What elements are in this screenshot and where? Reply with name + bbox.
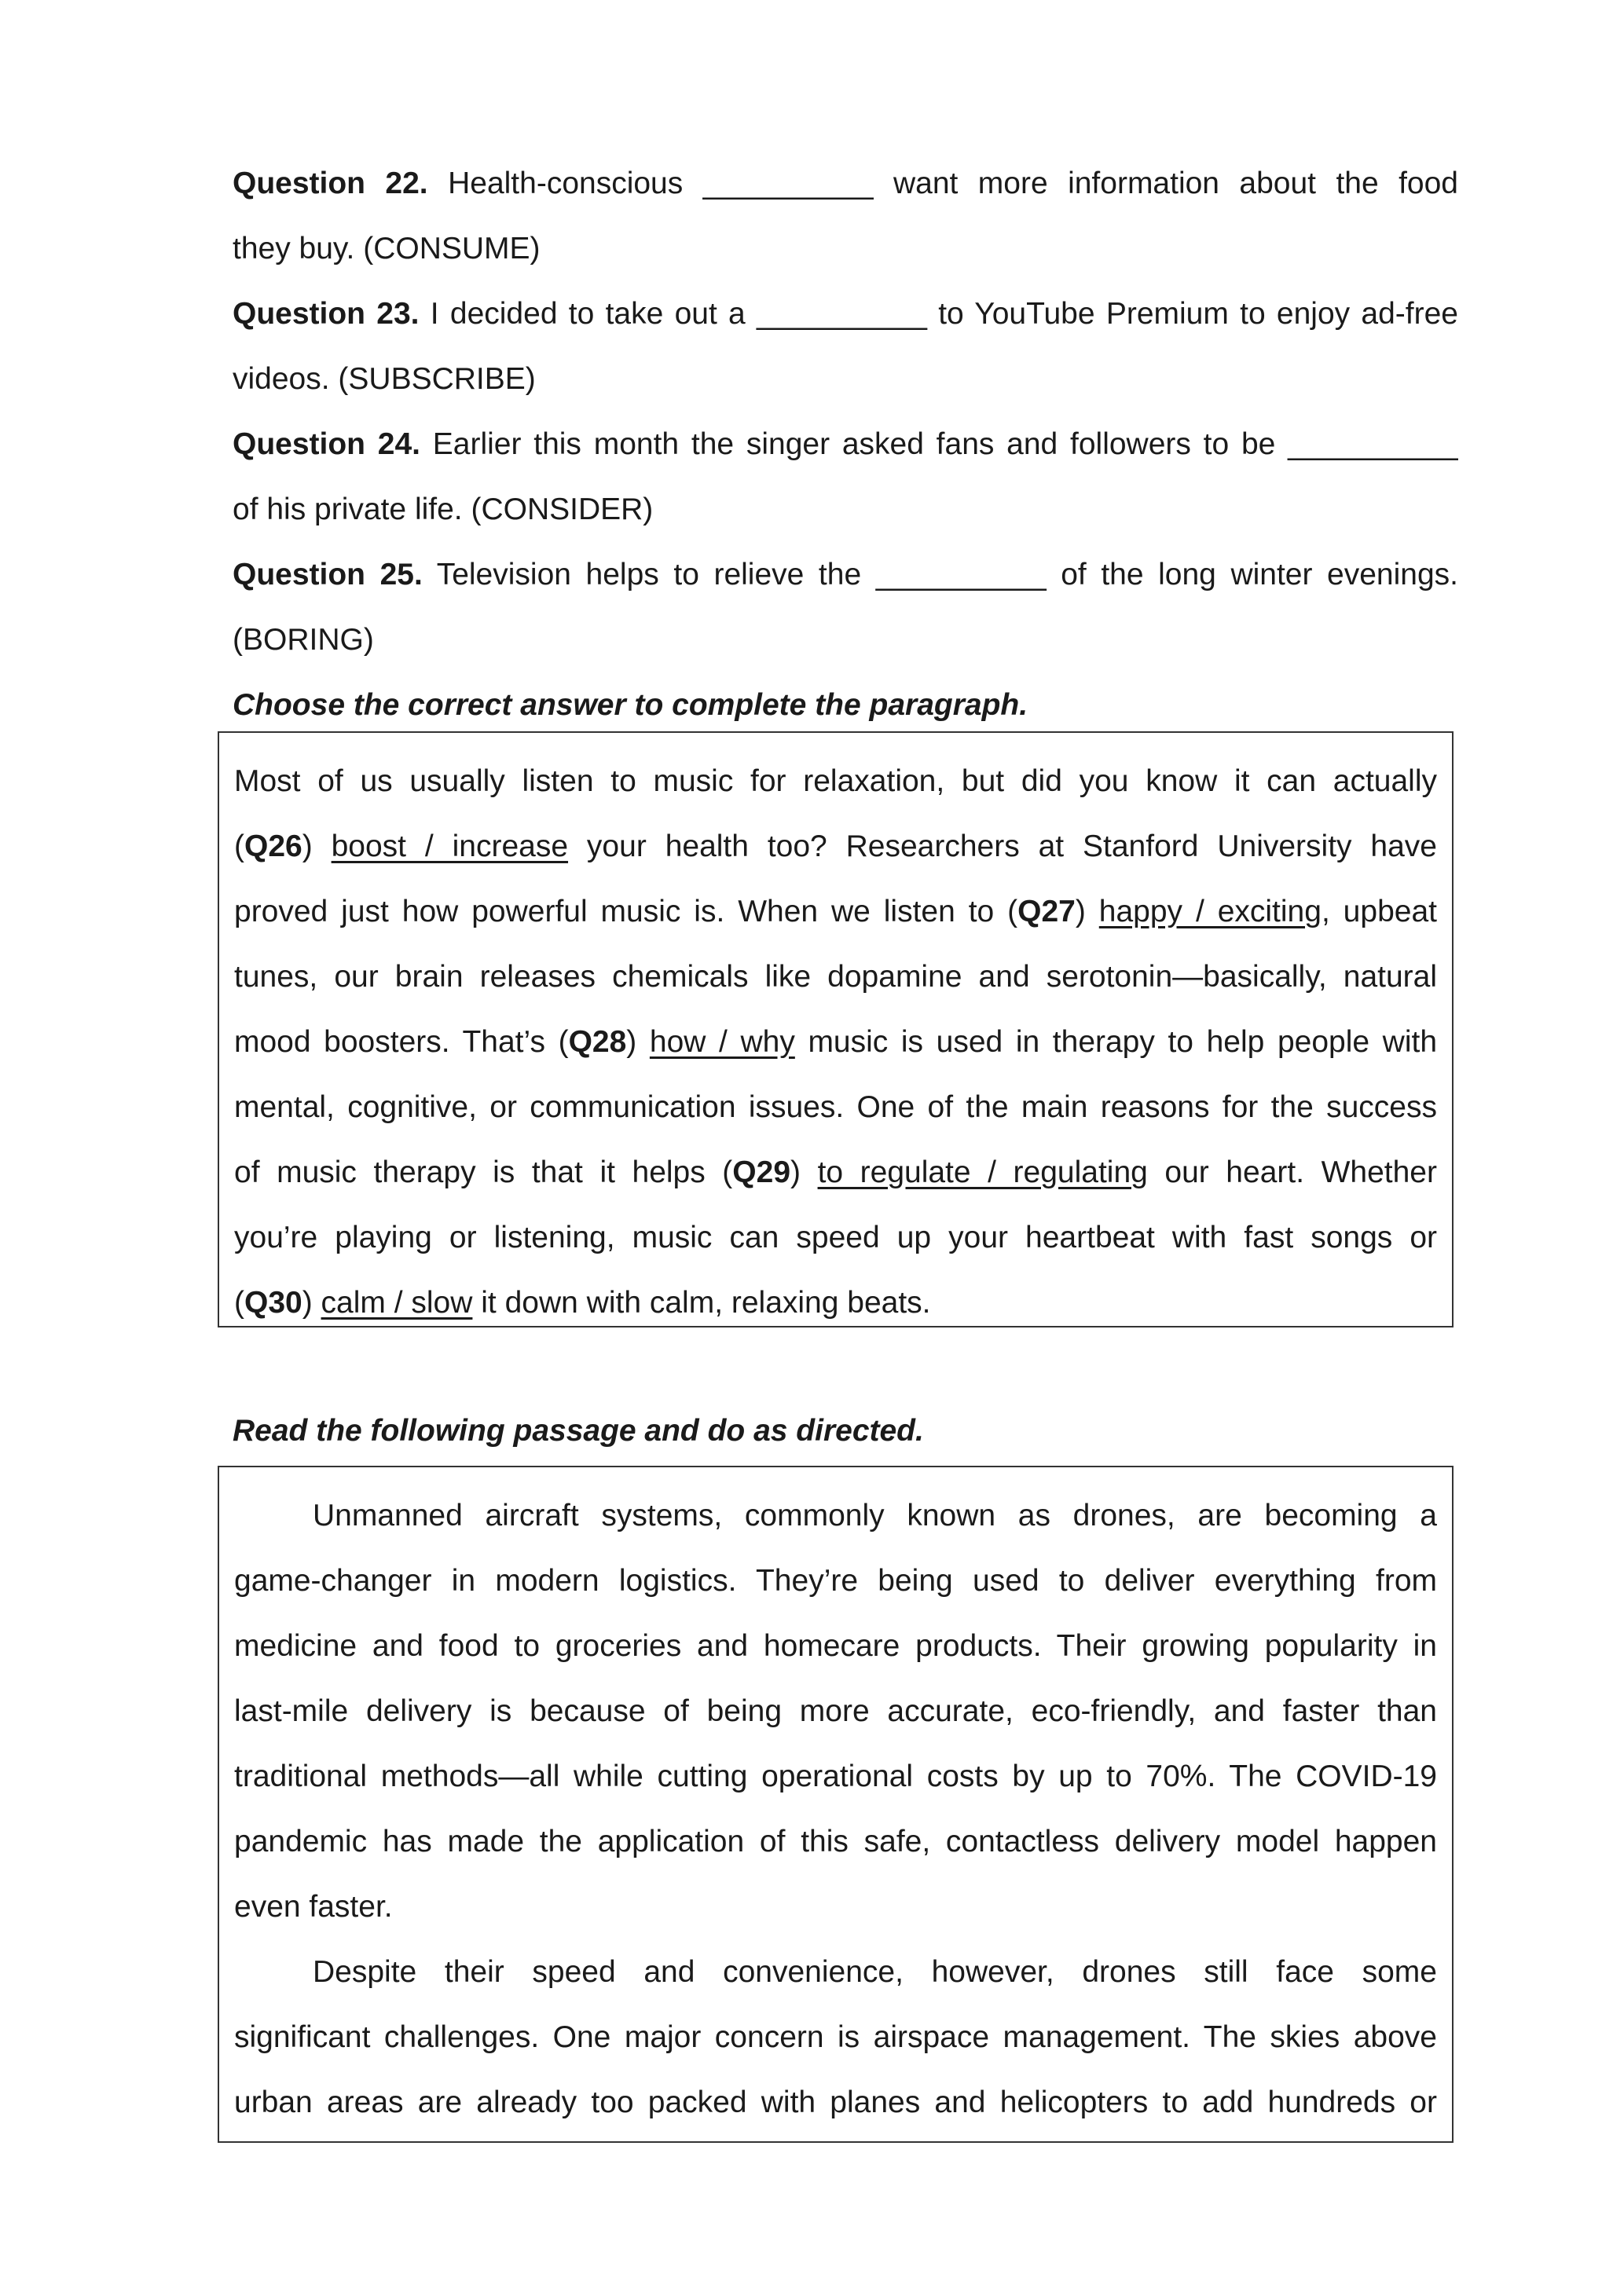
question-label: Question 24. [233, 427, 420, 461]
passage-line: urban areas are already too packed with planes and helicopters to add hundreds or [234, 2085, 1437, 2119]
passage-line: Unmanned aircraft systems, commonly known as drones, are becoming a [313, 1499, 1437, 1532]
question-23 [233, 281, 1458, 412]
paragraph-line: (Q26) boost / increase your health too? Researchers at Stanford University have [234, 829, 1437, 863]
question-22 [233, 151, 1458, 281]
question-text: Television helps to relieve the __________ of the long winter evenings. [436, 558, 1458, 591]
paragraph-line: mental, cognitive, or communication issues. One of the main reasons for the success [234, 1090, 1437, 1124]
paragraph-line: proved just how powerful music is. When we listen to (Q27) happy / exciting, upbeat [234, 895, 1437, 928]
section-instruction-passage: Read the following passage and do as directed. [233, 1414, 924, 1448]
passage-line: medicine and food to groceries and homecare products. Their growing popularity in [234, 1629, 1437, 1663]
paragraph-line: you’re playing or listening, music can speed up your heartbeat with fast songs or [234, 1221, 1437, 1254]
passage-line: Despite their speed and convenience, however, drones still face some [313, 1955, 1437, 1989]
paragraph-line: of music therapy is that it helps (Q29) to regulate / regulating our heart. Whether [234, 1155, 1437, 1189]
answer-options-q28: how / why [649, 1025, 795, 1059]
question-number: Q26 [244, 829, 302, 863]
paragraph-line: Most of us usually listen to music for relaxation, but did you know it can actually [234, 764, 1437, 798]
question-number: Q29 [732, 1155, 791, 1189]
answer-options-q27: happy / exciting [1098, 895, 1322, 928]
question-label: Question 22. [233, 167, 428, 200]
question-text-cont: videos. (SUBSCRIBE) [233, 362, 536, 396]
passage-box [218, 1466, 1454, 2143]
paragraph-line: (Q30) calm / slow it down with calm, relaxing beats. [234, 1286, 931, 1320]
paragraph-box [218, 731, 1454, 1327]
question-text-cont: (BORING) [233, 623, 374, 657]
answer-options-q26: boost / increase [331, 829, 569, 863]
passage-line: last-mile delivery is because of being more accurate, eco-friendly, and faster than [234, 1694, 1437, 1728]
paragraph-line: tunes, our brain releases chemicals like dopamine and serotonin—basically, natural [234, 960, 1437, 994]
question-number: Q28 [568, 1025, 627, 1059]
section-instruction-paragraph: Choose the correct answer to complete the paragraph. [233, 688, 1028, 722]
passage-line: game-changer in modern logistics. They’re being used to deliver everything from [234, 1564, 1437, 1598]
question-24 [233, 412, 1458, 542]
question-text: I decided to take out a __________ to YouTube Premium to enjoy ad-free [430, 297, 1458, 331]
question-label: Question 23. [233, 297, 420, 331]
question-25 [233, 542, 1458, 672]
passage-line: significant challenges. One major concern is airspace management. The skies above [234, 2020, 1437, 2054]
answer-options-q29: to regulate / regulating [817, 1155, 1148, 1189]
question-text-cont: they buy. (CONSUME) [233, 232, 541, 265]
answer-options-q30: calm / slow [321, 1286, 473, 1320]
questions-block [233, 151, 1458, 738]
question-text-cont: of his private life. (CONSIDER) [233, 493, 654, 526]
question-text: Health-conscious __________ want more information about the food [448, 167, 1458, 200]
question-label: Question 25. [233, 558, 423, 591]
question-text: Earlier this month the singer asked fans and followers to be __________ [432, 427, 1458, 461]
paragraph-line: mood boosters. That’s (Q28) how / why music is used in therapy to help people with [234, 1025, 1437, 1059]
question-number: Q27 [1017, 895, 1076, 928]
passage-line: pandemic has made the application of this safe, contactless delivery model happen [234, 1825, 1437, 1858]
passage-line: even faster. [234, 1890, 393, 1924]
question-number: Q30 [244, 1286, 302, 1320]
passage-line: traditional methods—all while cutting operational costs by up to 70%. The COVID-19 [234, 1760, 1437, 1793]
